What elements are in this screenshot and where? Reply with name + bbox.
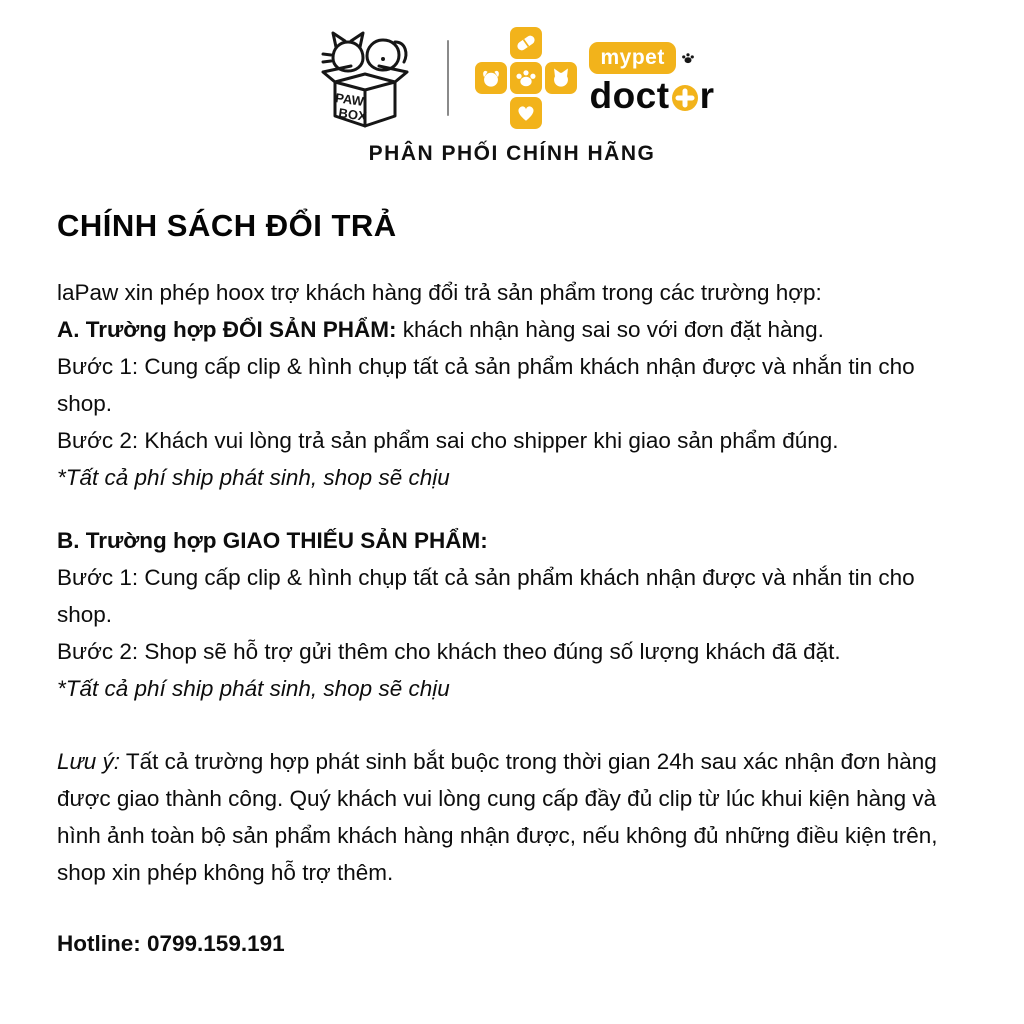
medical-cross-icon — [671, 84, 699, 112]
section-b-step2: Bước 2: Shop sẽ hỗ trợ gửi thêm cho khách theo đúng số lượng khách đã đặt. — [57, 639, 841, 664]
section-b-heading: B. Trường hợp GIAO THIẾU SẢN PHẨM: — [57, 528, 488, 553]
pawbox-logo-art — [309, 26, 421, 130]
pawbox-logo — [309, 26, 421, 130]
cat-icon — [323, 33, 363, 71]
notice-paragraph — [57, 743, 970, 891]
notice-text: Tất cả trường hợp phát sinh bắt buộc trong thời gian 24h sau xác nhận đơn hàng được giao thành công. Quý khách vui lòng cung cấp đầy đủ clip từ lúc khui kiện hàng và hình ảnh toàn bộ sản phẩm khách hàng nhận được, nếu không đủ những điều kiện trên, shop xin phép không hỗ trợ thêm. — [57, 749, 938, 885]
brand-logos — [309, 26, 714, 130]
mypet-doctor-logo — [475, 27, 714, 129]
notice-label: Lưu ý: — [57, 749, 121, 774]
spacer — [57, 707, 970, 743]
doctor-text-left: doct — [589, 75, 670, 116]
pawbox-label-paw: PAW — [334, 90, 366, 109]
small-paw-icon — [680, 50, 696, 66]
plus-empty-cell — [475, 27, 507, 59]
pill-icon — [510, 27, 542, 59]
page-title: CHÍNH SÁCH ĐỔI TRẢ — [57, 208, 397, 243]
mypet-doctor-wordmark — [589, 42, 714, 114]
section-a-note: *Tất cả phí ship phát sinh, shop sẽ chịu — [57, 465, 450, 490]
section-a-step2: Bước 2: Khách vui lòng trả sản phẩm sai cho shipper khi giao sản phẩm đúng. — [57, 428, 839, 453]
doctor-wordmark — [589, 77, 714, 114]
plus-empty-cell — [475, 97, 507, 129]
dog-face-icon — [475, 62, 507, 94]
plus-empty-cell — [545, 27, 577, 59]
doctor-text-right: r — [699, 75, 715, 116]
section-b-step1: Bước 1: Cung cấp clip & hình chụp tất cả sản phẩm khách nhận được và nhắn tin cho shop. — [57, 565, 915, 627]
mypet-plus-grid — [475, 27, 577, 129]
cat-face-icon — [545, 62, 577, 94]
spacer — [57, 496, 970, 522]
section-a-heading-rest: khách nhận hàng sai so với đơn đặt hàng. — [396, 317, 824, 342]
dog-icon — [367, 40, 406, 70]
plus-empty-cell — [545, 97, 577, 129]
heart-icon — [510, 97, 542, 129]
intro-line: laPaw xin phép hoox trợ khách hàng đổi trả sản phẩm trong các trường hợp: — [57, 280, 822, 305]
section-a-heading — [57, 311, 970, 348]
distribution-tagline: PHÂN PHỐI CHÍNH HÃNG — [368, 142, 656, 165]
paw-icon — [510, 62, 542, 94]
policy-content — [57, 208, 970, 962]
logo-divider — [447, 40, 449, 116]
pawbox-label-box: BOX — [338, 105, 369, 124]
section-a-heading-bold: A. Trường hợp ĐỔI SẢN PHẨM: — [57, 317, 397, 342]
header — [0, 0, 1024, 166]
hotline: Hotline: 0799.159.191 — [57, 931, 285, 956]
section-b-note: *Tất cả phí ship phát sinh, shop sẽ chịu — [57, 676, 450, 701]
section-a-step1: Bước 1: Cung cấp clip & hình chụp tất cả sản phẩm khách nhận được và nhắn tin cho shop. — [57, 354, 915, 416]
mypet-badge: mypet — [589, 42, 675, 74]
